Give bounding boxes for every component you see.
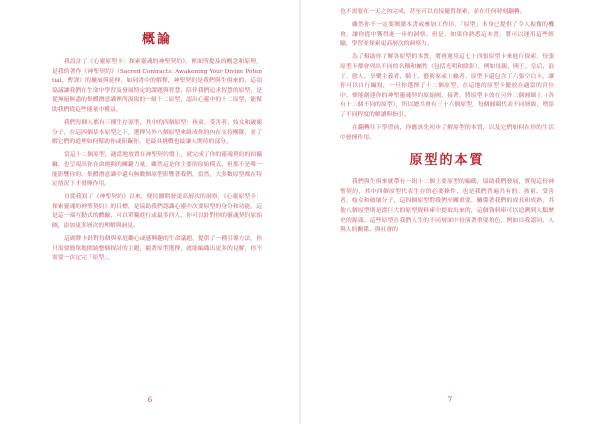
left-text-column bbox=[52, 32, 262, 392]
paragraph: 我們每個人都有三種生存原型，其中的四個原型：孩童、受害者、妓女和破壞分子，在這四個基本原型之下，選擇另外八個原型來組成你的內在支持團隊，並了解它們的道理如何幫助你或阻礙你，是最具挑戰也最讓人期待的部分。 bbox=[52, 120, 262, 146]
paragraph: 這副牌卡針對每個與家庭觀心或感興趣的生命議題，提供了一種引導方法，你只需要簡單地圍繞整個探討的主題，隨著原型選擇，就能編織出更多的見解，你不需要一次定完「原型」， bbox=[52, 236, 262, 262]
paragraph: 自從我寫了《神聖契約》以來，便持續開發更高層次的洞察，《心靈原型卡：探索靈魂的神聖契約》的目標，是協助我們認識心靈中次要原型的身分和功能，這是這一端互動式的體驗，可以單獨進行或最多四人，你可以針對你的靈魂契約原始圖，添加更多層次的理解與洞見。 bbox=[52, 194, 262, 229]
paragraph-continued: 也不需要在一天之內完成，甚至可以直接擺置探索，並在任何時刻翻轉。 bbox=[340, 9, 526, 15]
section-heading-archetype-nature: 原型的本質 bbox=[409, 153, 485, 169]
right-page bbox=[300, 0, 600, 424]
page-number-left: 6 bbox=[147, 396, 153, 404]
paragraph: 我設計了《心靈原型卡：探索靈魂的神聖契約》，裡面所提及的概念和原理，是我的著作《神聖契約》（Sacred Contracts: Awakening Your Divine Potential，暫譯）的擴展與延伸。如同書中的解釋，神聖契約是我們與生俱來的，這項協議讓我們在生命中學習及發展特定的課題與智慧，陪伴我們追求智慧的原型，是從無窮無盡的集體潛意識裡所汲取的一組十二原型，認出心靈中的十二原型，能幫助我們從這些能量中獲益。 bbox=[52, 59, 262, 113]
paragraph: 我們與生俱來就帶有一組十二個主要原型的編碼，協助我們發展，實現這份神聖契約，其中四個原型代表生存的必要條件，也是我們普遍共有的：孩童、受害者、妓女和破壞分子，這四個原型對我們至關重要，關係著我們的成長和成熟，其他八個原型則是從巨大的原型資料庫中提取出來的，這個資料庫可以追溯到人類歷史的源頭。這些原型在我們人生的不同層面中扮演著重要角色，例如自我認同、人與人的關係、與社會的 bbox=[340, 179, 554, 234]
page-heading-overview: 概論 bbox=[141, 32, 172, 47]
right-text-column bbox=[340, 8, 554, 393]
paragraph: 為了幫助你了解各原型的本質，將會運用這七十四張原型卡來進行探索，每張原型卡都會列出不同的名稱和屬性（包括光明和陰影），例如母親、國王、皇后、浪子、戀人、享樂主義者、騎士、藝術家或上癮者。原型卡還包含了六張空白卡，讓你可以自行編寫，一旦你選擇了十二個原型，在這地的原型卡擺放在適當的宮位中，便能創建你的神聖靈魂契約原始圖，接著，將原型卡放在另外二個圓圈上（各有十二個不同的原型），所以總共會有三十六個原型，每個圓圈代表不同層級，增添了不同程度的解讀與指引。 bbox=[340, 54, 554, 118]
paragraph: 雖然你不一定要閱讀本書或參加工作坊，「原型」本身已提供了令人振奮的機會，讓你從中獲得進一步的洞察。但是，如果你熟悉這本書，將可以運用這些經驗，學習並探索更高層次的洞察力。 bbox=[340, 22, 554, 48]
paragraph: 當這十二個原型，適當地放置在神聖契約盤上，就完成了你的靈魂契約的拍攝輪，也呈現出你在命運與的關鍵力量。雖然這是你主要的原始模式，但那不是唯一能影響你的，集體潛意識中還有無數個原型影響著我們，當然，大多數原型都在特定情況下才發揮作用。 bbox=[52, 152, 262, 188]
paragraph: 在翻轉往下學習前，你應該先初步了解原型的本質，以及它們如何在你的生活中發揮作用。 bbox=[340, 125, 554, 141]
page-number-right: 7 bbox=[447, 396, 453, 404]
